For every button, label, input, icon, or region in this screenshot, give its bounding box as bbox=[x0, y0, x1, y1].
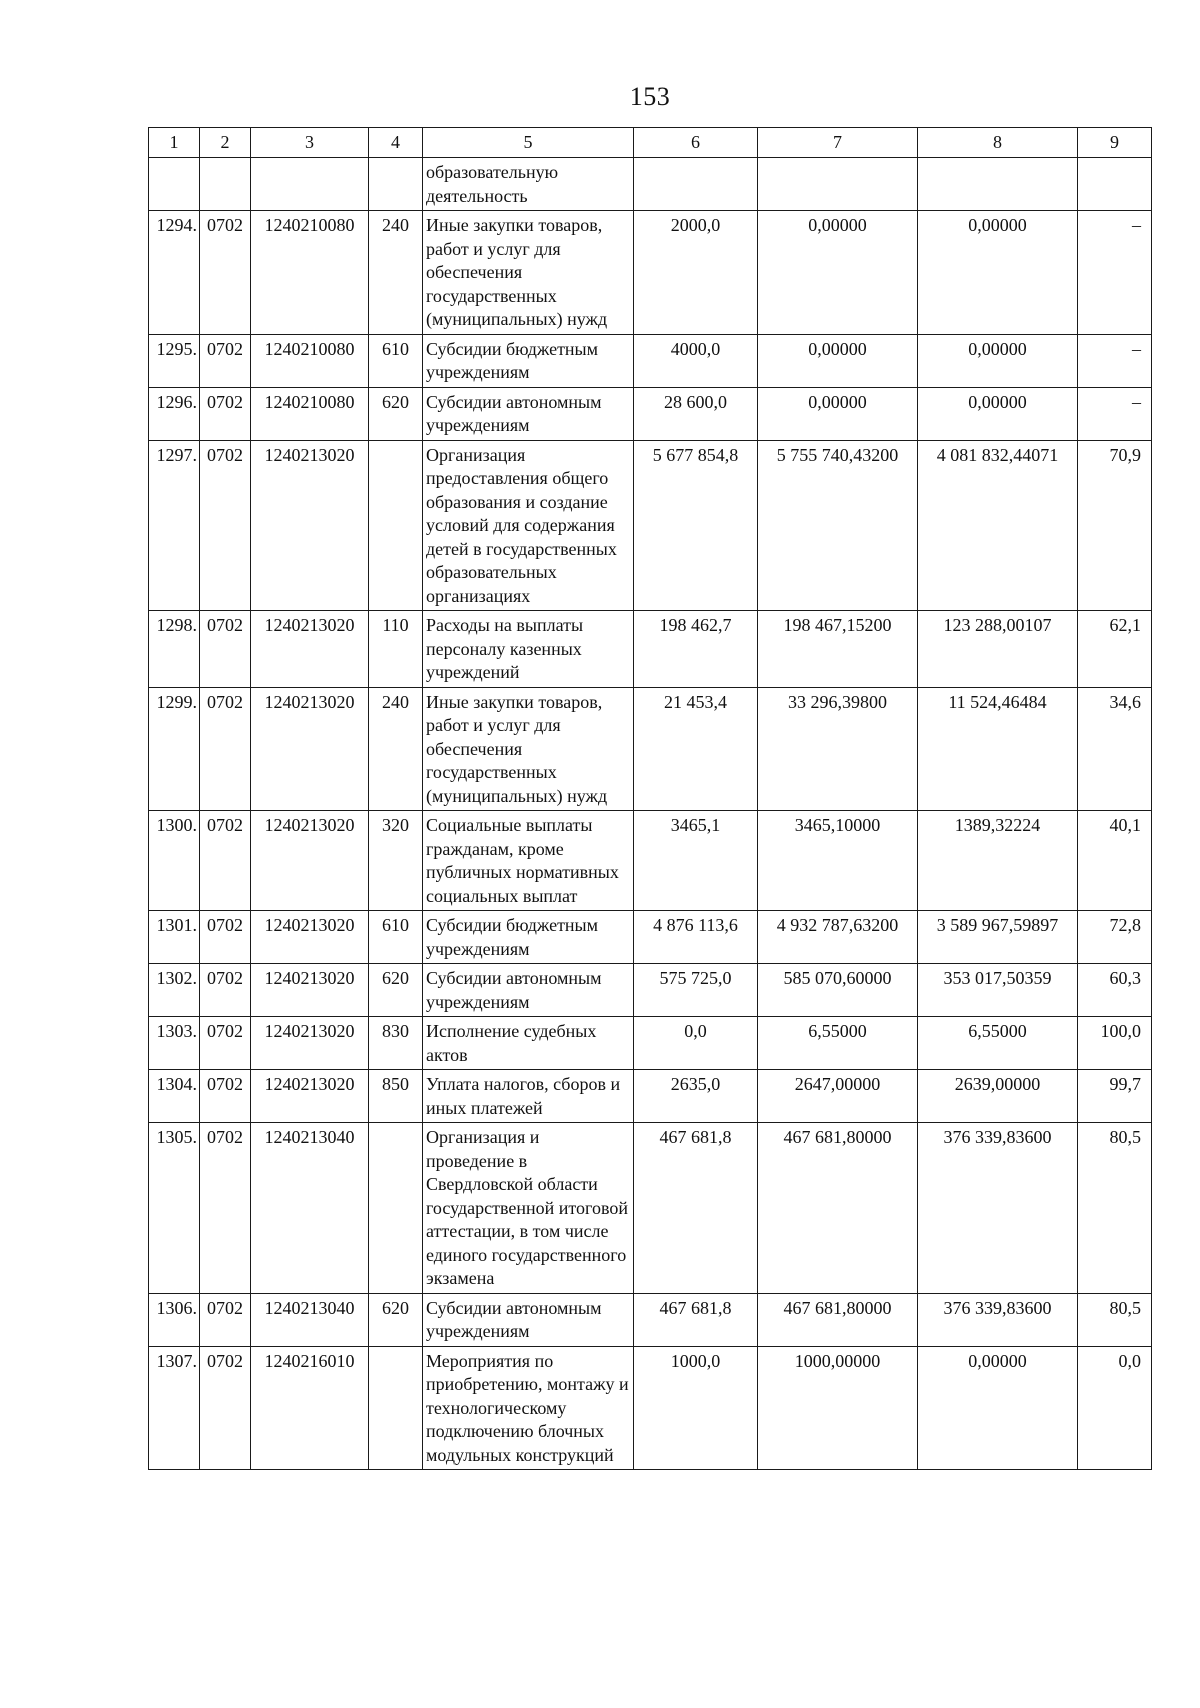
expense-type-code bbox=[369, 158, 423, 211]
execution-percent: 40,1 bbox=[1078, 811, 1152, 911]
plan-amount: 575 725,0 bbox=[634, 964, 758, 1017]
table-row bbox=[149, 1017, 1152, 1070]
plan-amount: 198 462,7 bbox=[634, 611, 758, 688]
target-code: 1240210080 bbox=[251, 334, 369, 387]
table-row bbox=[149, 211, 1152, 335]
target-code: 1240213020 bbox=[251, 911, 369, 964]
expense-type-code bbox=[369, 1123, 423, 1294]
approved-amount: 1000,00000 bbox=[758, 1346, 918, 1470]
execution-percent bbox=[1078, 158, 1152, 211]
execution-percent: 80,5 bbox=[1078, 1123, 1152, 1294]
header-cell: 1 bbox=[149, 128, 200, 158]
approved-amount: 0,00000 bbox=[758, 387, 918, 440]
execution-percent: – bbox=[1078, 211, 1152, 335]
section-code: 0702 bbox=[200, 1123, 251, 1294]
table-row bbox=[149, 1346, 1152, 1470]
item-name: Исполнение судебных актов bbox=[423, 1017, 634, 1070]
execution-percent: 60,3 bbox=[1078, 964, 1152, 1017]
header-row bbox=[149, 128, 1152, 158]
target-code: 1240213040 bbox=[251, 1293, 369, 1346]
plan-amount: 2635,0 bbox=[634, 1070, 758, 1123]
target-code: 1240213020 bbox=[251, 811, 369, 911]
table-row bbox=[149, 911, 1152, 964]
table-row bbox=[149, 1070, 1152, 1123]
item-name: Иные закупки товаров, работ и услуг для обеспечения государственных (муниципальных) нужд bbox=[423, 211, 634, 335]
item-name: Субсидии бюджетным учреждениям bbox=[423, 334, 634, 387]
section-code: 0702 bbox=[200, 1017, 251, 1070]
plan-amount: 0,0 bbox=[634, 1017, 758, 1070]
target-code: 1240213040 bbox=[251, 1123, 369, 1294]
row-number bbox=[149, 158, 200, 211]
row-number: 1304. bbox=[149, 1070, 200, 1123]
section-code: 0702 bbox=[200, 440, 251, 611]
approved-amount: 3465,10000 bbox=[758, 811, 918, 911]
executed-amount: 1389,32224 bbox=[918, 811, 1078, 911]
header-cell: 4 bbox=[369, 128, 423, 158]
plan-amount: 21 453,4 bbox=[634, 687, 758, 811]
row-number: 1296. bbox=[149, 387, 200, 440]
item-name: Субсидии бюджетным учреждениям bbox=[423, 911, 634, 964]
row-number: 1307. bbox=[149, 1346, 200, 1470]
expense-type-code: 620 bbox=[369, 387, 423, 440]
plan-amount: 1000,0 bbox=[634, 1346, 758, 1470]
item-name: Расходы на выплаты персоналу казенных учреждений bbox=[423, 611, 634, 688]
approved-amount: 467 681,80000 bbox=[758, 1123, 918, 1294]
execution-percent: – bbox=[1078, 334, 1152, 387]
header-cell: 3 bbox=[251, 128, 369, 158]
approved-amount: 198 467,15200 bbox=[758, 611, 918, 688]
section-code bbox=[200, 158, 251, 211]
expense-type-code: 610 bbox=[369, 334, 423, 387]
row-number: 1303. bbox=[149, 1017, 200, 1070]
target-code: 1240210080 bbox=[251, 387, 369, 440]
executed-amount: 376 339,83600 bbox=[918, 1293, 1078, 1346]
table-row bbox=[149, 611, 1152, 688]
target-code: 1240213020 bbox=[251, 1017, 369, 1070]
plan-amount: 3465,1 bbox=[634, 811, 758, 911]
item-name: Мероприятия по приобретению, монтажу и технологическому подключению блочных модульных конструкций bbox=[423, 1346, 634, 1470]
expense-type-code bbox=[369, 1346, 423, 1470]
expense-type-code: 320 bbox=[369, 811, 423, 911]
execution-percent: 62,1 bbox=[1078, 611, 1152, 688]
section-code: 0702 bbox=[200, 1070, 251, 1123]
row-number: 1295. bbox=[149, 334, 200, 387]
plan-amount: 2000,0 bbox=[634, 211, 758, 335]
plan-amount: 4000,0 bbox=[634, 334, 758, 387]
execution-percent: 70,9 bbox=[1078, 440, 1152, 611]
table-row bbox=[149, 1293, 1152, 1346]
plan-amount: 467 681,8 bbox=[634, 1123, 758, 1294]
execution-percent: 80,5 bbox=[1078, 1293, 1152, 1346]
item-name: образовательную деятельность bbox=[423, 158, 634, 211]
row-number: 1301. bbox=[149, 911, 200, 964]
header-cell: 5 bbox=[423, 128, 634, 158]
expense-type-code bbox=[369, 440, 423, 611]
target-code: 1240213020 bbox=[251, 1070, 369, 1123]
item-name: Субсидии автономным учреждениям bbox=[423, 964, 634, 1017]
executed-amount: 2639,00000 bbox=[918, 1070, 1078, 1123]
executed-amount: 4 081 832,44071 bbox=[918, 440, 1078, 611]
executed-amount bbox=[918, 158, 1078, 211]
table-row bbox=[149, 334, 1152, 387]
row-number: 1300. bbox=[149, 811, 200, 911]
expense-type-code: 620 bbox=[369, 964, 423, 1017]
expense-type-code: 850 bbox=[369, 1070, 423, 1123]
table-row bbox=[149, 1123, 1152, 1294]
section-code: 0702 bbox=[200, 1293, 251, 1346]
header-cell: 9 bbox=[1078, 128, 1152, 158]
approved-amount: 4 932 787,63200 bbox=[758, 911, 918, 964]
item-name: Субсидии автономным учреждениям bbox=[423, 387, 634, 440]
section-code: 0702 bbox=[200, 387, 251, 440]
execution-percent: – bbox=[1078, 387, 1152, 440]
executed-amount: 376 339,83600 bbox=[918, 1123, 1078, 1294]
section-code: 0702 bbox=[200, 911, 251, 964]
executed-amount: 6,55000 bbox=[918, 1017, 1078, 1070]
item-name: Организация предоставления общего образования и создание условий для содержания детей в государственных образовательных организациях bbox=[423, 440, 634, 611]
budget-table bbox=[148, 127, 1152, 1470]
table-row bbox=[149, 158, 1152, 211]
row-number: 1305. bbox=[149, 1123, 200, 1294]
row-number: 1306. bbox=[149, 1293, 200, 1346]
approved-amount: 0,00000 bbox=[758, 334, 918, 387]
expense-type-code: 110 bbox=[369, 611, 423, 688]
section-code: 0702 bbox=[200, 964, 251, 1017]
plan-amount bbox=[634, 158, 758, 211]
executed-amount: 0,00000 bbox=[918, 334, 1078, 387]
item-name: Социальные выплаты гражданам, кроме публичных нормативных социальных выплат bbox=[423, 811, 634, 911]
header-cell: 8 bbox=[918, 128, 1078, 158]
expense-type-code: 240 bbox=[369, 687, 423, 811]
section-code: 0702 bbox=[200, 1346, 251, 1470]
executed-amount: 11 524,46484 bbox=[918, 687, 1078, 811]
execution-percent: 72,8 bbox=[1078, 911, 1152, 964]
target-code: 1240210080 bbox=[251, 211, 369, 335]
executed-amount: 3 589 967,59897 bbox=[918, 911, 1078, 964]
approved-amount: 5 755 740,43200 bbox=[758, 440, 918, 611]
execution-percent: 99,7 bbox=[1078, 1070, 1152, 1123]
approved-amount: 6,55000 bbox=[758, 1017, 918, 1070]
approved-amount bbox=[758, 158, 918, 211]
approved-amount: 2647,00000 bbox=[758, 1070, 918, 1123]
expense-type-code: 620 bbox=[369, 1293, 423, 1346]
approved-amount: 33 296,39800 bbox=[758, 687, 918, 811]
page-number: 153 bbox=[629, 82, 671, 111]
row-number: 1294. bbox=[149, 211, 200, 335]
target-code: 1240213020 bbox=[251, 440, 369, 611]
row-number: 1298. bbox=[149, 611, 200, 688]
target-code: 1240213020 bbox=[251, 611, 369, 688]
row-number: 1302. bbox=[149, 964, 200, 1017]
target-code bbox=[251, 158, 369, 211]
execution-percent: 100,0 bbox=[1078, 1017, 1152, 1070]
approved-amount: 585 070,60000 bbox=[758, 964, 918, 1017]
item-name: Уплата налогов, сборов и иных платежей bbox=[423, 1070, 634, 1123]
plan-amount: 28 600,0 bbox=[634, 387, 758, 440]
executed-amount: 0,00000 bbox=[918, 211, 1078, 335]
row-number: 1299. bbox=[149, 687, 200, 811]
expense-type-code: 610 bbox=[369, 911, 423, 964]
header-cell: 2 bbox=[200, 128, 251, 158]
item-name: Организация и проведение в Свердловской области государственной итоговой аттестации, в том числе единого государственного экзамена bbox=[423, 1123, 634, 1294]
section-code: 0702 bbox=[200, 811, 251, 911]
section-code: 0702 bbox=[200, 687, 251, 811]
target-code: 1240213020 bbox=[251, 964, 369, 1017]
expense-type-code: 830 bbox=[369, 1017, 423, 1070]
execution-percent: 34,6 bbox=[1078, 687, 1152, 811]
table-row bbox=[149, 811, 1152, 911]
table-row bbox=[149, 964, 1152, 1017]
item-name: Иные закупки товаров, работ и услуг для обеспечения государственных (муниципальных) нужд bbox=[423, 687, 634, 811]
table-row bbox=[149, 440, 1152, 611]
target-code: 1240213020 bbox=[251, 687, 369, 811]
executed-amount: 0,00000 bbox=[918, 1346, 1078, 1470]
header-cell: 6 bbox=[634, 128, 758, 158]
plan-amount: 467 681,8 bbox=[634, 1293, 758, 1346]
row-number: 1297. bbox=[149, 440, 200, 611]
header-cell: 7 bbox=[758, 128, 918, 158]
item-name: Субсидии автономным учреждениям bbox=[423, 1293, 634, 1346]
table-row bbox=[149, 687, 1152, 811]
section-code: 0702 bbox=[200, 334, 251, 387]
execution-percent: 0,0 bbox=[1078, 1346, 1152, 1470]
plan-amount: 5 677 854,8 bbox=[634, 440, 758, 611]
section-code: 0702 bbox=[200, 211, 251, 335]
section-code: 0702 bbox=[200, 611, 251, 688]
plan-amount: 4 876 113,6 bbox=[634, 911, 758, 964]
executed-amount: 353 017,50359 bbox=[918, 964, 1078, 1017]
target-code: 1240216010 bbox=[251, 1346, 369, 1470]
approved-amount: 0,00000 bbox=[758, 211, 918, 335]
executed-amount: 0,00000 bbox=[918, 387, 1078, 440]
table-row bbox=[149, 387, 1152, 440]
executed-amount: 123 288,00107 bbox=[918, 611, 1078, 688]
expense-type-code: 240 bbox=[369, 211, 423, 335]
approved-amount: 467 681,80000 bbox=[758, 1293, 918, 1346]
